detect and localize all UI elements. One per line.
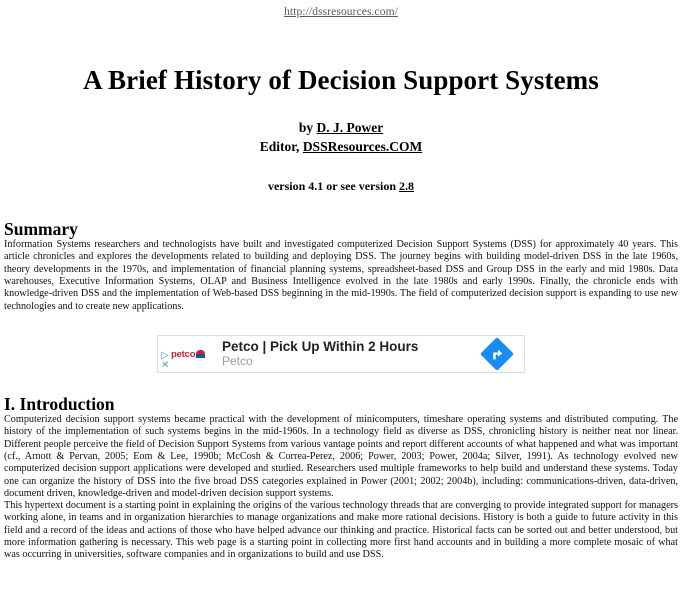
advertisement-wrapper <box>4 335 678 373</box>
adchoices-triangle-icon[interactable]: ▷ <box>161 349 169 361</box>
petco-logo <box>171 349 205 360</box>
byline-editor-line <box>4 137 678 157</box>
version-prefix: version 4.1 or see version <box>267 178 400 193</box>
ad-headline[interactable]: Petco | Pick Up Within 2 Hours <box>222 339 419 355</box>
introduction-paragraph-2: This hypertext document is a starting point in explaining the origins of the various technology threads that are converging to provide integrated support for managers working alone, in teams and in organization hierarchies to manage organizations and make more rational decisions. History is both a guide to future activity in this field and a record of the ideas and actions of those who have helped advance our thinking and practice. Historical facts can be sorted out and better understood, but more information gathering is necessary. This web page is a starting point in collecting more first hand accounts and in building a more complete mosaic of what was occurring in universities, software companies and in organizations to build and use DSS. <box>4 500 678 561</box>
petco-mark-icon <box>196 350 205 358</box>
byline <box>4 118 678 157</box>
summary-section <box>4 220 678 313</box>
advertisement-banner[interactable] <box>157 335 525 373</box>
ad-cta-area[interactable] <box>470 342 524 366</box>
byline-author-line <box>4 118 678 138</box>
author-link[interactable]: D. J. Power <box>316 119 384 135</box>
introduction-paragraph-1: Computerized decision support systems became practical with the development of minicomputers, timeshare operating systems and distributed computing. The history of the implementation of such systems begins in the mid-1960s. In a technology field as diverse as DSS, chronicling history is neither neat nor linear. Different people perceive the field of Decision Support Systems from various vantage points and report different accounts of what happened and what was important (cf., Arnott & Pervan, 2005; Eom & Lee, 1990b; McCosh & Correa-Perez, 2006; Power, 2003; Power, 2004a; Silver, 1991). As technology evolved new computerized decision support applications were developed and studied. Researchers used multiple frameworks to help build and understand these systems. Today one can organize the history of DSS into the five broad DSS categories explained in Power (2001; 2002; 2004b), including: communications-driven, data-driven, document driven, knowledge-driven and model-driven decision support systems. <box>4 414 678 499</box>
editor-prefix: Editor, <box>259 139 303 155</box>
ad-text-block <box>220 339 470 368</box>
petco-logo-text: petco <box>171 348 196 360</box>
source-url-link[interactable]: http://dssresources.com/ <box>284 6 398 18</box>
editor-site-link[interactable]: DSSResources.COM <box>302 139 423 155</box>
version-alt-link[interactable]: 2.8 <box>399 178 415 193</box>
header-url-row <box>4 0 678 18</box>
byline-prefix: by <box>298 119 317 135</box>
version-line <box>4 179 678 194</box>
introduction-section <box>4 395 678 562</box>
turn-right-arrow-icon[interactable] <box>480 337 514 371</box>
summary-paragraph: Information Systems researchers and technologists have built and investigated computerized Decision Support Systems (DSS) for approximately 40 years. This article chronicles and explores the developments related to building and deploying DSS. The journey begins with building model-driven DSS in the late 1960s, theory developments in the 1970s, and implementation of financial planning systems, spreadsheet-based DSS and Group DSS in the early and mid 1980s. Data warehouses, Executive Information Systems, OLAP and Business Intelligence evolved in the late 1980s and early 1990s. Finally, the chronicle ends with knowledge-driven DSS and the implementation of Web-based DSS beginning in the mid-1990s. The field of computerized decision support is expanding to use new technologies and to create new applications. <box>4 239 678 312</box>
summary-heading: Summary <box>4 218 78 239</box>
close-icon[interactable]: ✕ <box>161 359 170 371</box>
introduction-heading: I. Introduction <box>4 393 115 414</box>
ad-subtext: Petco <box>222 354 253 369</box>
ad-branding-area <box>158 336 220 372</box>
page-title: A Brief History of Decision Support Systems <box>83 65 599 95</box>
title-block <box>4 66 678 194</box>
